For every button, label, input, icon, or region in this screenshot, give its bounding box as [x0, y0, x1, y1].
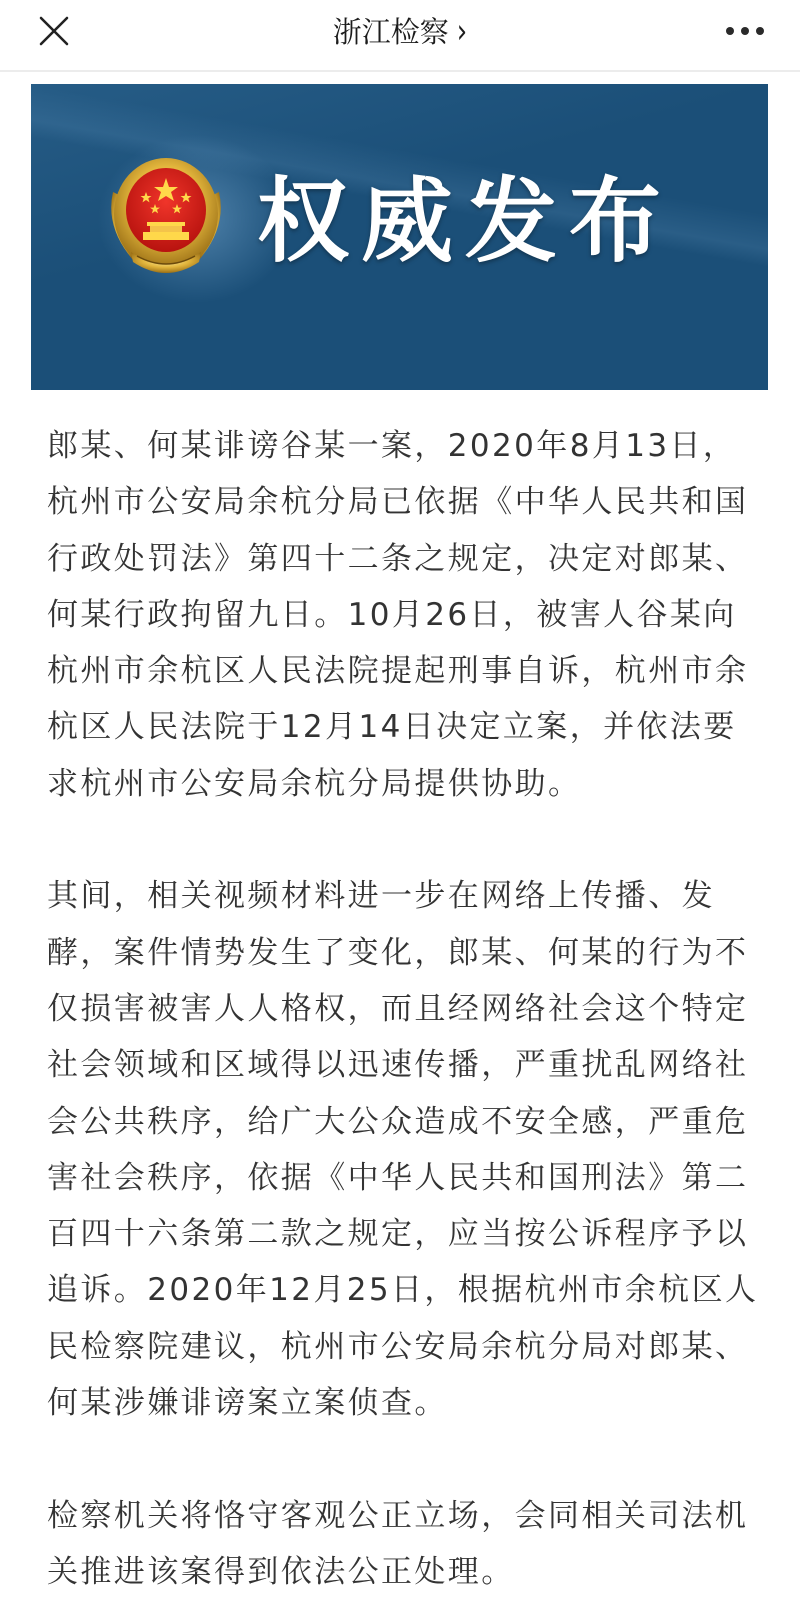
text-line: 行政处罚法》第四十二条之规定，决定对郎某、	[47, 540, 749, 577]
more-dots-icon	[741, 27, 749, 35]
text-line: 酵，案件情势发生了变化，郎某、何某的行为不	[47, 934, 749, 971]
text-line: 何某涉嫌诽谤案立案侦查。	[47, 1385, 448, 1422]
paragraph-2	[47, 868, 772, 1431]
text-line: 郎某、何某诽谤谷某一案，2020年8月13日，	[47, 428, 737, 464]
close-icon	[36, 13, 72, 49]
more-dots-icon	[726, 27, 734, 35]
text-line: 何某行政拘留九日。10月26日，被害人谷某向	[47, 596, 737, 633]
paragraph-3	[47, 1488, 772, 1598]
text-line: 求杭州市公安局余杭分局提供协助。	[47, 765, 582, 802]
banner-title: 权威发布	[257, 167, 674, 275]
text-line: 关推进该案得到依法公正处理。	[47, 1553, 515, 1590]
article-body	[47, 418, 772, 1598]
chevron-right-icon: ›	[456, 12, 468, 52]
text-line: 其间，相关视频材料进一步在网络上传播、发	[47, 878, 715, 915]
navigation-bar	[0, 0, 800, 72]
close-button[interactable]	[36, 13, 72, 49]
text-line: 追诉。2020年12月25日，根据杭州市余杭区人	[47, 1272, 759, 1309]
text-line: 检察机关将恪守客观公正立场，会同相关司法机	[47, 1497, 749, 1534]
account-title-area	[0, 10, 800, 54]
paragraph-1	[47, 418, 772, 812]
text-line: 杭州市公安局余杭分局已依据《中华人民共和国	[47, 484, 749, 521]
text-line: 杭区人民法院于12月14日决定立案，并依法要	[47, 709, 737, 746]
account-name-link[interactable]	[332, 12, 468, 52]
text-line: 社会领域和区域得以迅速传播，严重扰乱网络社	[47, 1047, 749, 1084]
more-dots-icon	[756, 27, 764, 35]
text-line: 会公共秩序，给广大公众造成不安全感，严重危	[47, 1103, 749, 1140]
text-line: 百四十六条第二款之规定，应当按公诉程序予以	[47, 1216, 749, 1253]
banner-image	[31, 84, 768, 390]
account-name: 浙江检察	[332, 15, 449, 49]
text-line: 杭州市余杭区人民法院提起刑事自诉，杭州市余	[47, 653, 749, 690]
more-options-button[interactable]	[722, 20, 768, 42]
text-line: 害社会秩序，依据《中华人民共和国刑法》第二	[47, 1159, 749, 1196]
text-line: 仅损害被害人人格权，而且经网络社会这个特定	[47, 990, 749, 1027]
text-line: 民检察院建议，杭州市公安局余杭分局对郎某、	[47, 1328, 749, 1365]
procuratorate-emblem-icon	[103, 152, 229, 282]
